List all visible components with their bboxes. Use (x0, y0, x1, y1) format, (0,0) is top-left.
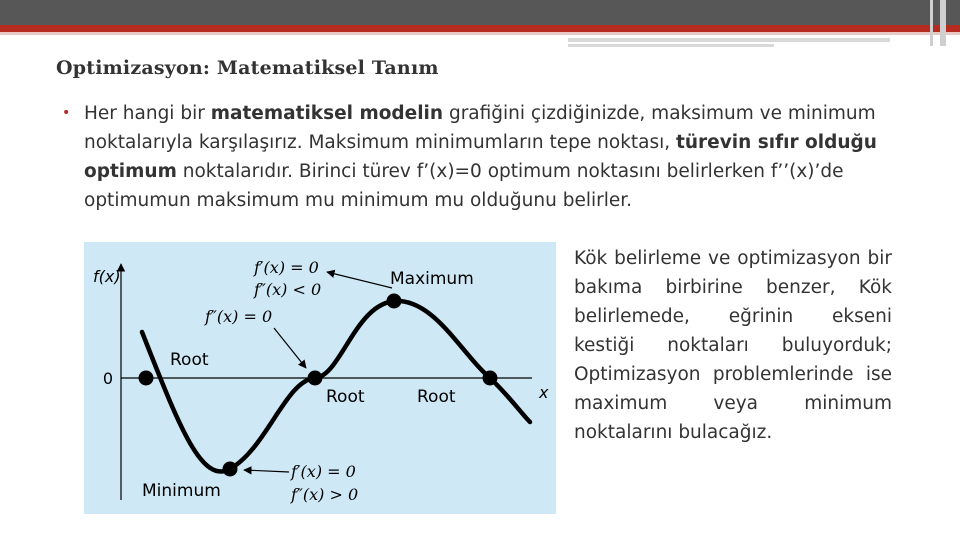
root-label: Root (326, 387, 365, 407)
optimization-figure (84, 242, 556, 514)
bullet-item (62, 99, 902, 215)
maximum-point (387, 294, 402, 309)
max-condition-first-derivative: f′(x) = 0 (254, 258, 319, 277)
bullet-bold-text: türevin sıfır olduğu optimum (84, 132, 877, 182)
bullet-text: grafiğini çizdiğinizde, maksimum ve minimum noktalarıyla karşılaşırız. Maksimum minimumların tepe noktası, (84, 103, 876, 153)
header-bar-dark (0, 0, 960, 25)
bullet-dot-icon: • (62, 105, 71, 121)
slide-title: Optimizasyon: Matematiksel Tanım (56, 57, 439, 79)
origin-label: 0 (102, 369, 114, 388)
header-bar-red (0, 25, 960, 32)
root-label: Root (417, 387, 456, 407)
max-condition-second-derivative: f″(x) < 0 (254, 280, 322, 299)
bullet-bold-text: matematiksel modelin (210, 103, 444, 124)
inflection-condition: f″(x) = 0 (205, 307, 273, 326)
inflection-pointer-arrow (274, 328, 306, 368)
y-axis-label: f(x) (93, 267, 121, 286)
bullet-text: Her hangi bir (84, 103, 211, 124)
minimum-label: Minimum (142, 481, 221, 501)
side-paragraph: Kök belirleme ve optimizasyon bir bakıma birbirine benzer, Kök belirlemede, eğrinin ekseni kestiği noktaları buluyorduk; Optimizasyon problemlerinde ise maximum veya minimum noktalarını bulacağız. (574, 248, 892, 443)
min-condition-second-derivative: f″(x) > 0 (291, 485, 359, 504)
minimum-pointer-arrow (244, 470, 289, 472)
maximum-label: Maximum (390, 269, 474, 289)
function-plot (84, 242, 556, 514)
bullet-text: noktalarıdır. Birinci türev f’(x)=0 optimum noktasını belirlerken f’’(x)’de optimumun maksimum mu minimum mu olduğunu belirler. (84, 161, 844, 211)
maximum-pointer-arrow (327, 272, 392, 288)
deco-line (568, 44, 774, 47)
deco-line (568, 38, 890, 42)
root-point (139, 371, 154, 386)
min-condition-first-derivative: f′(x) = 0 (291, 462, 356, 481)
inflection-root-point (308, 371, 323, 386)
header-edge-line (930, 0, 933, 46)
root-label: Root (170, 350, 209, 370)
header-bar-pale (0, 32, 960, 35)
root-point (483, 371, 498, 386)
bullet-list (62, 99, 902, 215)
header-edge-line (940, 0, 946, 46)
minimum-point (223, 462, 238, 477)
x-axis-label: x (539, 383, 549, 402)
